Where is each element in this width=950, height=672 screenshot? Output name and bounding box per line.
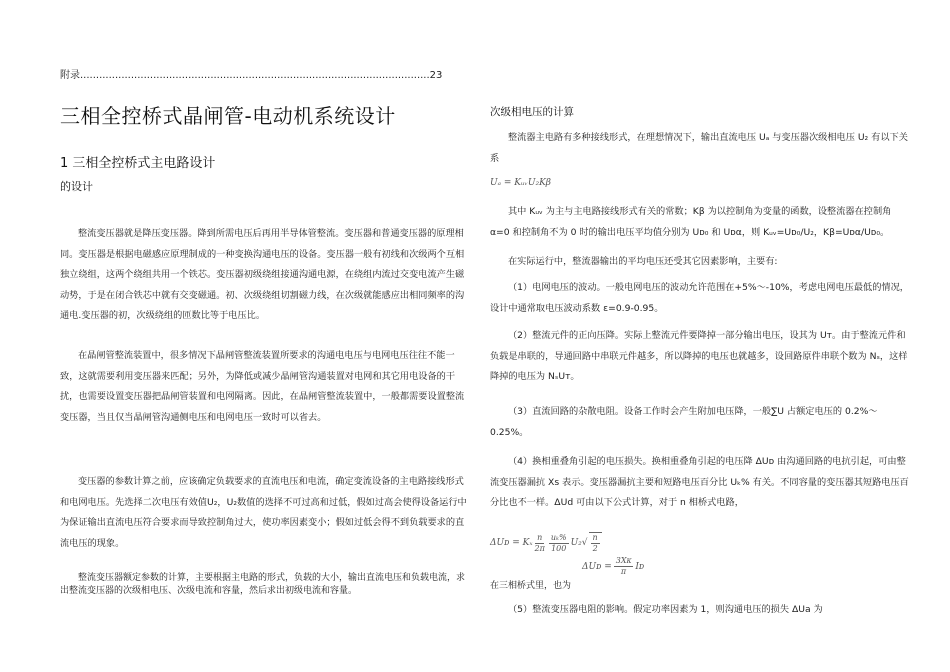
paragraph-factor-1: （1）电网电压的波动。一般电网电压的波动允许范围在+5%～-10%，考虑电网电压最低的情况，设计中通常取电压波动系数 ε=0.9-0.95。	[490, 282, 909, 314]
subsection-heading: 的设计	[60, 180, 93, 193]
paragraph-transformer-intro: 整流变压器就是降压变压器。降到所需电压后再用半导体管整流。变压器和普通变压器的原理相同。变压器是根据电磁感应原理制成的一种变换沟通电压的设备。变压器一般有初线和次级两个互相独立绕组，这两个绕组共用一个铁芯。变压器初级绕组接通沟通电源，在绕组内流过交变电流产生磁动势，于是在闭合铁芯中就有交变磁通。初、次级绕组切割磁力线，在次级就能感应出相同频率的沟通电.变压器的初，次级绕组的匝数比等于电压比。	[60, 228, 465, 321]
paragraph-parameter-calc: 变压器的参数计算之前，应该确定负载要求的直流电压和电流，确定变流设备的主电路接线形式和电网电压。先选择二次电压有效值U₂，U₂数值的选择不可过高和过低，假如过高会使得设备运行中为保证输出直流电压符合要求而导致控制角过大，使功率因素变小；假如过低会得不到负载要求的直流电压的现象。	[60, 476, 467, 549]
formula-delta-ud-n-phase	[490, 532, 602, 554]
section-heading: 1 三相全控桥式主电路设计	[60, 156, 216, 171]
paragraph-part-1: 在晶闸管整流装置中，	[78, 350, 170, 361]
paragraph-transformer-purpose	[60, 346, 470, 428]
toc-page-number: 23	[429, 70, 443, 81]
formula2-frac-n-2pi: $\frac{n}{2\pi}$	[534, 532, 545, 553]
toc-label: 附录	[60, 70, 80, 81]
paragraph-factor-5: （5）整流变压器电阻的影响。假定功率因素为 1，则沟通电压的损失 ΔUa 为	[508, 604, 823, 615]
formula-ud: Uₐ = KᵤᵥU₂Kβ	[490, 178, 552, 188]
toc-dots: ..............................................................................................................	[80, 70, 430, 81]
formula2-sqrt-body: $\frac{n}{2}$	[589, 532, 602, 554]
formula2-u2: U₂	[570, 538, 582, 548]
sqrt-icon: √	[581, 538, 588, 548]
paragraph-factors-intro: 在实际运行中，整流器输出的平均电压还受其它因素影响，主要有:	[508, 256, 778, 267]
paragraph-three-phase-note: 在三相桥式里，也为	[490, 581, 572, 591]
document-title: 三相全控桥式晶闸管-电动机系统设计	[60, 104, 396, 128]
paragraph-ideal-relation: 整流器主电路有多种接线形式，在理想情况下，输出直流电压 Uₐ 与变压器次级相电压 U₂ 有以下关系	[490, 132, 908, 164]
formula3-id: Iᴅ	[635, 561, 645, 572]
right-heading: 次级相电压的计算	[490, 106, 574, 118]
paragraph-rated-params: 整流变压器额定参数的计算，主要根据主电路的形式，负载的大小，输出直流电压和负载电流，求出整流变压器的次级相电压、次级电流和容量，然后求出初级电流和容量。	[60, 573, 466, 596]
paragraph-part-2-serif: 很多情况下晶闸管整流装置所要求的沟通电电压与电网电压往往不能一致	[60, 350, 455, 382]
paragraph-constants: 其中 Kᵤᵥ 为主与主电路接线形式有关的常数；Kβ 为以控制角为变量的函数，设整流器在控制角 α=0 和控制角不为 0 时的输出电压平均值分别为 Uᴅ₀ 和 Uᴅα，则 Kᵤᵥ=Uᴅ₀/U₂，Kβ=Uᴅα/Uᴅ₀。	[490, 206, 892, 238]
formula2-frac-uk: $\frac{\text{uₖ\%}}{100}$	[550, 532, 567, 553]
formula2-lhs: ΔUᴅ = Kₓ	[490, 538, 533, 548]
paragraph-factor-4: （4）换相重叠角引起的电压损失。换相重叠角引起的电压降 ΔUᴅ 由沟通回路的电抗引起，可由整流变压器漏抗 Xs 表示。变压器漏抗主要和短路电压百分比 Uₖ% 有关。不同容量的变压器其短路电压百分比也不一样。ΔUd 可由以下公式计算，对于 n 相桥式电路，	[490, 456, 909, 508]
paragraph-part-3: ，这就需要利用变压器来匹配；另外，为降低或减少晶闸管沟通装置对电网和其它用电设备的干扰，也需要设置变压器把晶闸管装置和电网隔离。因此，在晶闸管整流装置中，一般都需要设置整流变压器，当且仅当晶闸管沟通侧电压和电网电压一致时可以省去。	[60, 370, 465, 423]
toc-entry-appendix	[60, 66, 442, 81]
formula3-lhs: ΔUᴅ =	[582, 561, 612, 572]
formula-delta-ud-three-phase	[582, 556, 644, 577]
formula3-frac: $\frac{\text{3Xᴋ}}{\pi}$	[615, 556, 632, 576]
paragraph-factor-3: （3）直流回路的杂散电阻。设备工作时会产生附加电压降，一般∑U 占额定电压的 0.2%～0.25%。	[490, 406, 878, 438]
paragraph-factor-2: （2）整流元件的正向压降。实际上整流元件要降掉一部分输出电压，设其为 Uт。由于整流元件和负载是串联的，导通回路中串联元件越多，所以降掉的电压也就越多，设回路原件串联个数为 Nₛ，这样降掉的电压为 NₛUт。	[490, 330, 908, 382]
